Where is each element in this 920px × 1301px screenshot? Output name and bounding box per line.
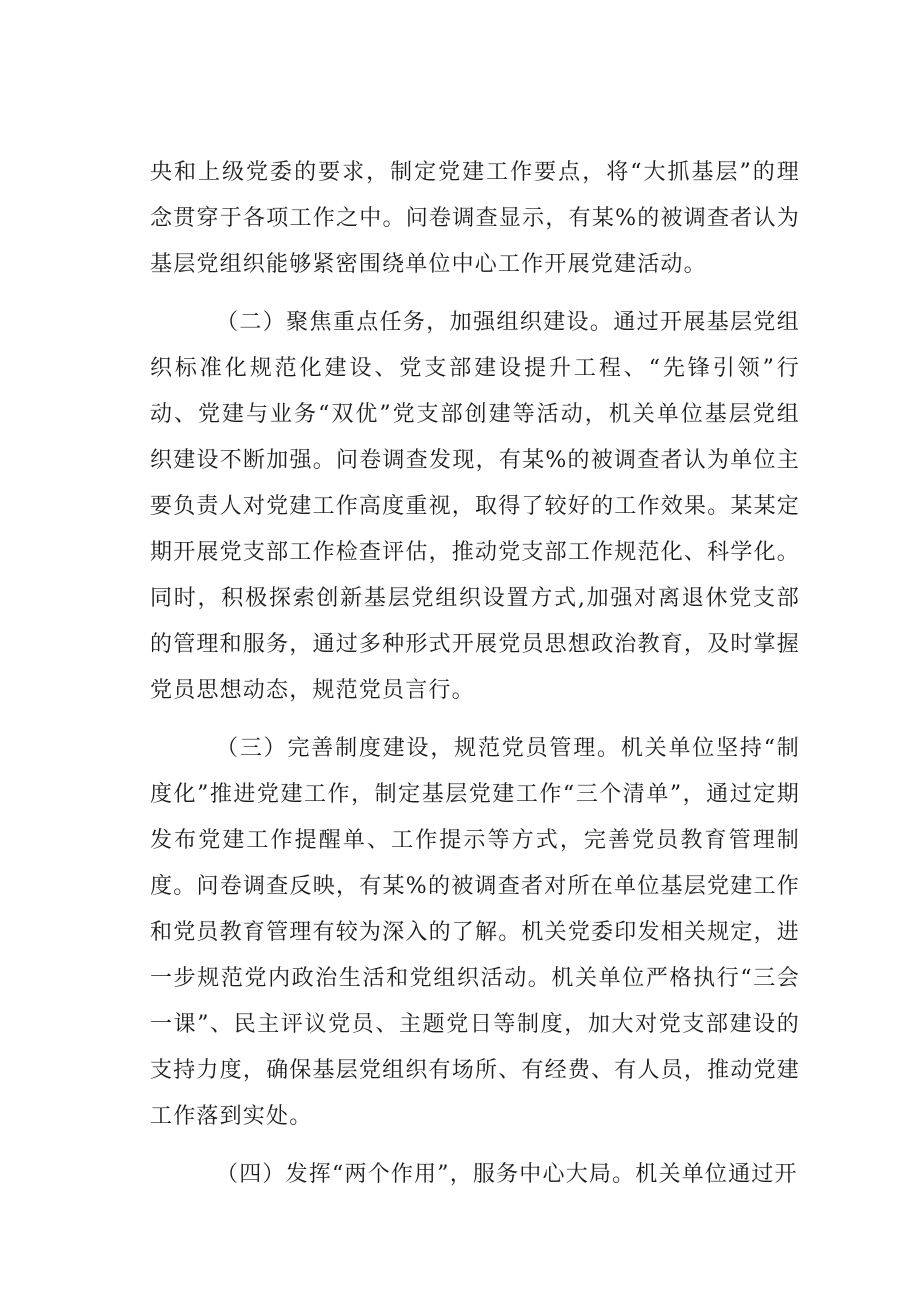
paragraph-continued-intro: 央和上级党委的要求，制定党建工作要点，将“大抓基层”的理念贯穿于各项工作之中。问卷调查显示，有某%的被调查者认为基层党组织能够紧密围绕单位中心工作开展党建活动。 bbox=[150, 160, 800, 277]
document-body bbox=[150, 150, 800, 1210]
paragraph-section-three: （三）完善制度建设，规范党员管理。机关单位坚持“制度化”推进党建工作，制定基层党建工作“三个清单”，通过定期发布党建工作提醒单、工作提示等方式，完善党员教育管理制度。问卷调查反映，有某%的被调查者对所在单位基层党建工作和党员教育管理有较为深入的了解。机关党委印发相关规定，进一步规范党内政治生活和党组织活动。机关单位严格执行“三会一课”、民主评议党员、主题党日等制度，加大对党支部建设的支持力度，确保基层党组织有场所、有经费、有人员，推动党建工作落到实处。 bbox=[150, 736, 800, 1129]
paragraph-section-two: （二）聚焦重点任务，加强组织建设。通过开展基层党组织标准化规范化建设、党支部建设提升工程、“先锋引领”行动、党建与业务“双优”党支部创建等活动，机关单位基层党组织建设不断加强。问卷调查发现，有某%的被调查者认为单位主要负责人对党建工作高度重视，取得了较好的工作效果。某某定期开展党支部工作检查评估，推动党支部工作规范化、科学化。同时，积极探索创新基层党组织设置方式,加强对离退休党支部的管理和服务，通过多种形式开展党员思想政治教育，及时掌握党员思想动态，规范党员言行。 bbox=[150, 310, 800, 703]
paragraph-section-four: （四）发挥“两个作用”，服务中心大局。机关单位通过开 bbox=[216, 1162, 798, 1187]
